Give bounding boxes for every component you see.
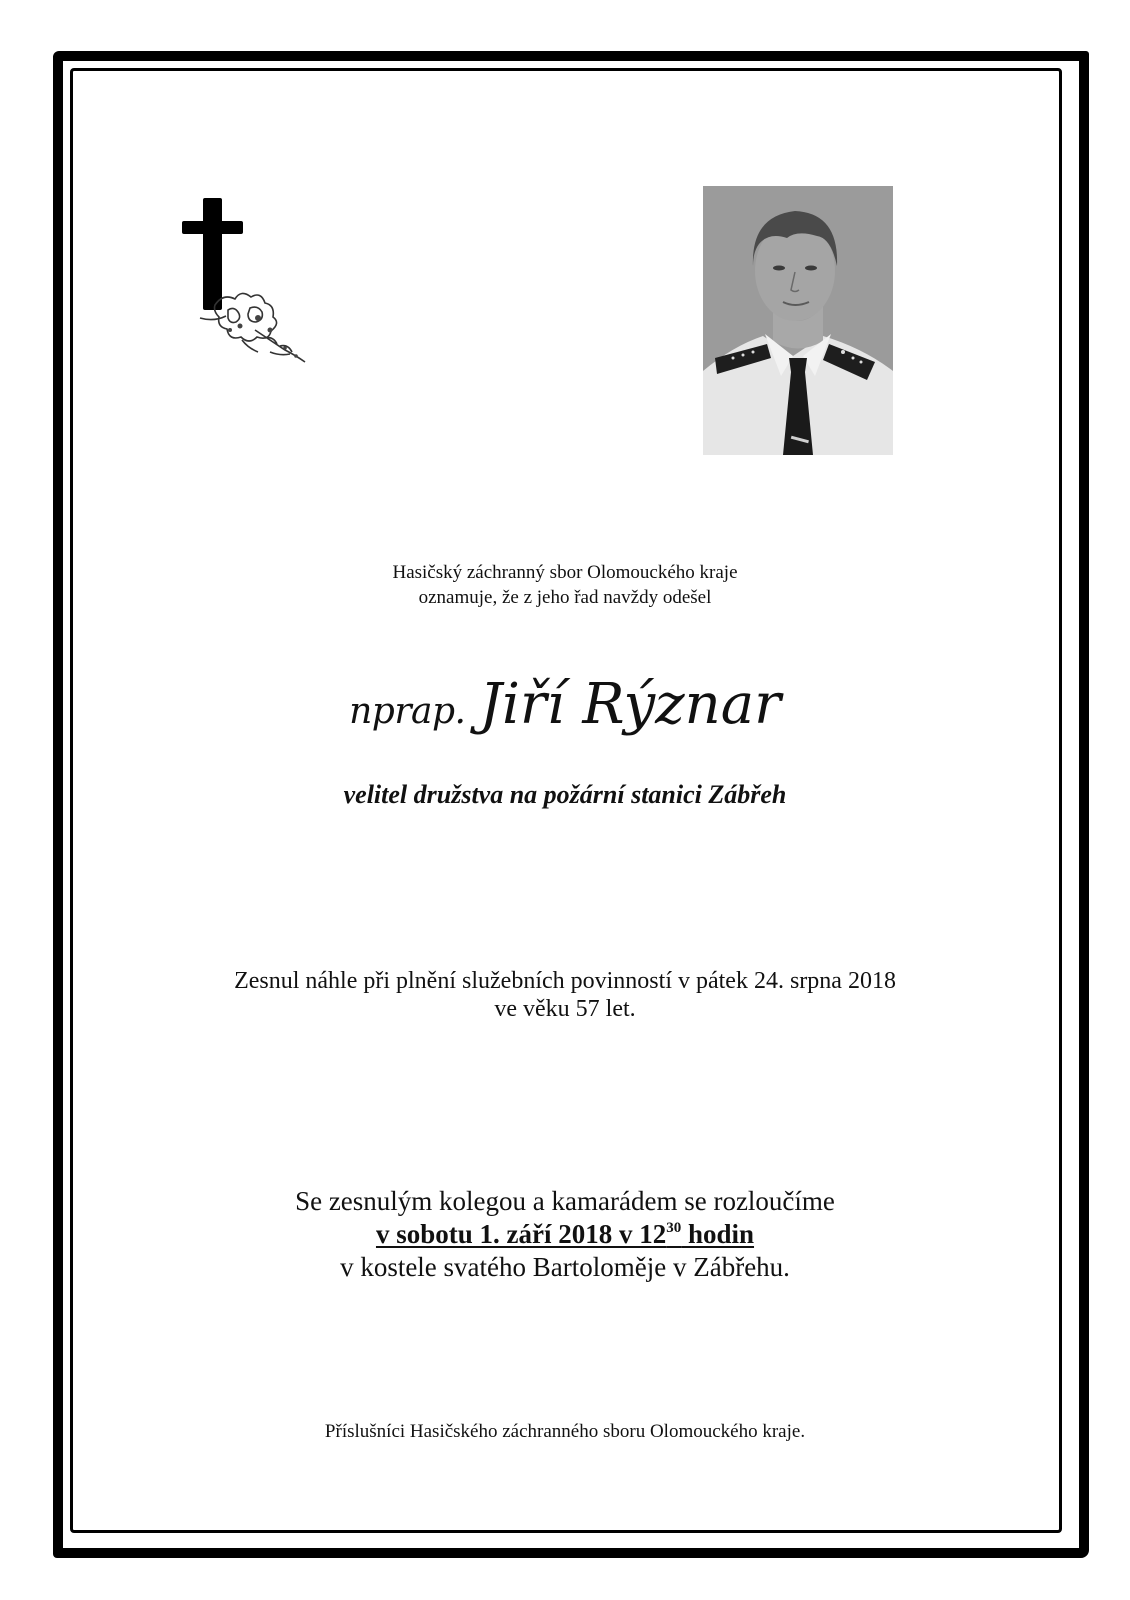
death-notice-block bbox=[0, 967, 1130, 1023]
deceased-rank: nprap. bbox=[349, 691, 466, 732]
announcement-line-1: Hasičský záchranný sbor Olomouckého kraje bbox=[392, 562, 738, 583]
farewell-date-time bbox=[0, 1218, 1130, 1251]
farewell-location: v kostele svatého Bartoloměje v Zábřehu. bbox=[340, 1252, 790, 1282]
deceased-role: velitel družstva na požární stanici Zábřeh bbox=[343, 780, 787, 809]
farewell-date-prefix: v sobotu 1. září 2018 v 12 bbox=[375, 1219, 667, 1249]
announcement-block bbox=[0, 560, 1130, 610]
cross-with-flowers-icon bbox=[170, 190, 330, 370]
farewell-time-minutes: 30 bbox=[666, 1220, 682, 1236]
deceased-full-name: Jiří Rýznar bbox=[479, 672, 781, 737]
farewell-block bbox=[0, 1185, 1130, 1284]
farewell-date-suffix: hodin bbox=[681, 1219, 755, 1249]
deceased-name-heading bbox=[0, 672, 1130, 737]
signature: Příslušníci Hasičského záchranného sboru Olomouckého kraje. bbox=[324, 1421, 806, 1442]
farewell-line-1: Se zesnulým kolegou a kamarádem se rozloučíme bbox=[295, 1186, 835, 1216]
deceased-portrait-photo bbox=[703, 186, 893, 455]
death-notice-line-2: ve věku 57 let. bbox=[494, 996, 636, 1022]
announcement-line-2: oznamuje, že z jeho řad navždy odešel bbox=[418, 587, 712, 608]
death-notice-line-1: Zesnul náhle při plnění služebních povinností v pátek 24. srpna 2018 bbox=[234, 968, 896, 994]
